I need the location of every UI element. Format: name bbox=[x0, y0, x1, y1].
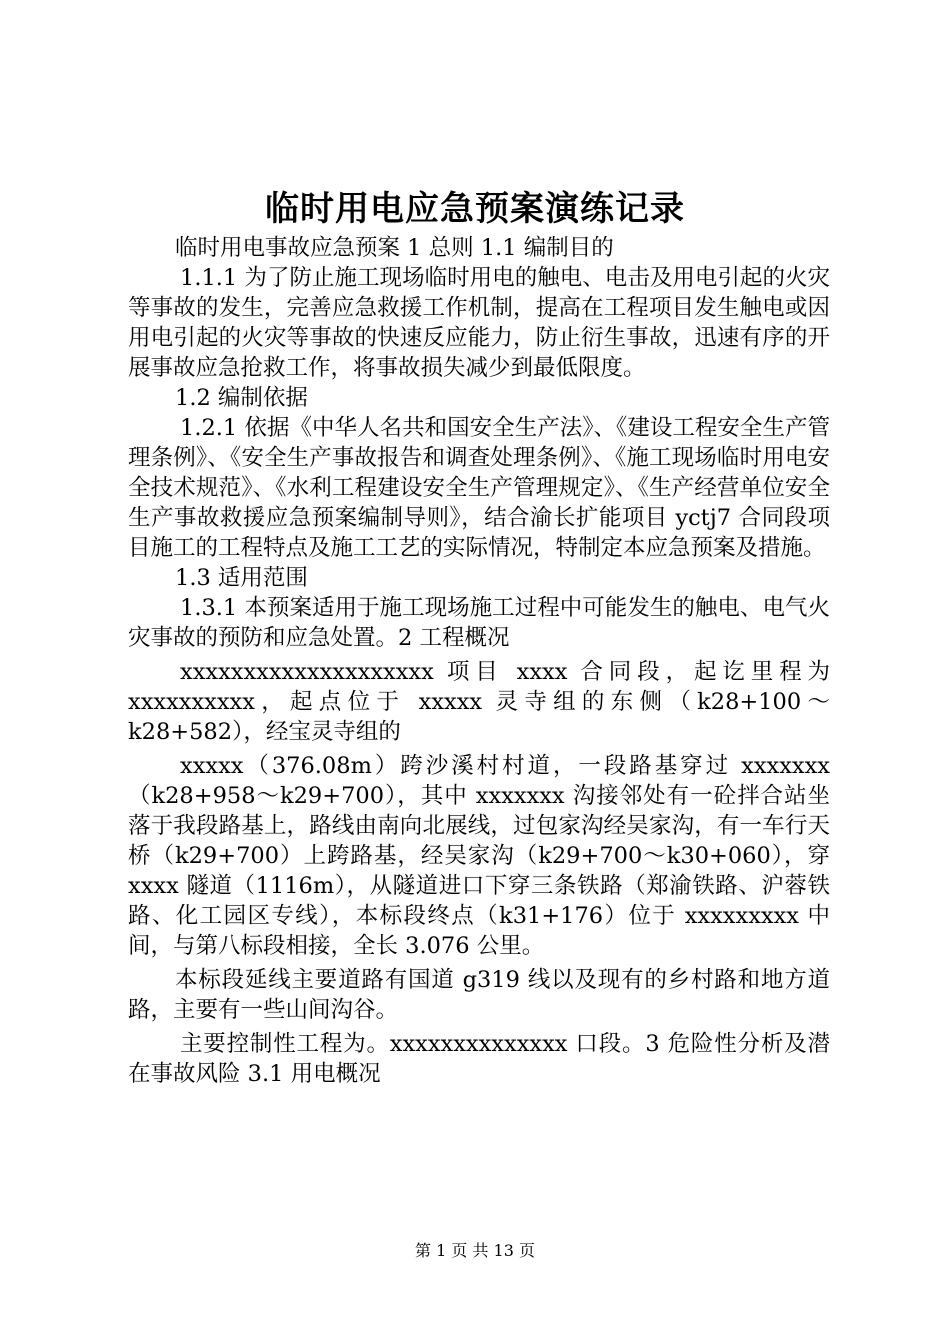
paragraph-1-1-1: 1.1.1 为了防止施工现场临时用电的触电、电击及用电引起的火灾等事故的发生，完善应急救援工作机制，提高在工程项目发生触电或因用电引起的火灾等事故的快速反应能力，防止衍生事故，迅速有序的开展事故应急抢救工作，将事故损失减少到最低限度。 bbox=[128, 265, 830, 381]
paragraph-1-3-heading: 1.3 适用范围 bbox=[175, 565, 308, 591]
paragraph-1-3-1: 1.3.1 本预案适用于施工现场施工过程中可能发生的触电、电气火灾事故的预防和应急处置。2 工程概况 bbox=[128, 595, 830, 651]
page-footer: 第 1 页 共 13 页 bbox=[415, 1241, 535, 1260]
paragraph-1-2-heading: 1.2 编制依据 bbox=[175, 385, 308, 411]
document-body bbox=[128, 233, 830, 1089]
document-title: 临时用电应急预案演练记录 bbox=[265, 189, 685, 229]
paragraph-project-overview: xxxxxxxxxxxxxxxxxxxx 项目 xxxx 合同段，起讫里程为 xxxxxxxxxx，起点位于 xxxxx 灵寺组的东侧（k28+100～k28+582），经宝灵寺组的 bbox=[128, 659, 830, 745]
paragraph-roads: 本标段延线主要道路有国道 g319 线以及现有的乡村路和地方道路，主要有一些山间沟谷。 bbox=[128, 967, 830, 1023]
paragraph-control-works: 主要控制性工程为。xxxxxxxxxxxxxx 口段。3 危险性分析及潜在事故风险 3.1 用电概况 bbox=[128, 1031, 830, 1087]
paragraph-intro: 临时用电事故应急预案 1 总则 1.1 编制目的 bbox=[175, 235, 614, 261]
paragraph-route-description: xxxxx（376.08m）跨沙溪村村道，一段路基穿过 xxxxxxx（k28+958～k29+700），其中 xxxxxxx 沟接邻处有一砼拌合站坐落于我段路基上，路线由南向北展线，过包家沟经吴家沟，有一车行天桥（k29+700）上跨路基，经吴家沟（k29+700～k30+060），穿 xxxx 隧道（1116m），从隧道进口下穿三条铁路（郑渝铁路、沪蓉铁路、化工园区专线），本标段终点（k31+176）位于 xxxxxxxxx 中间，与第八标段相接，全长 3.076 公里。 bbox=[128, 753, 830, 959]
paragraph-1-2-1: 1.2.1 依据《中华人名共和国安全生产法》、《建设工程安全生产管理条例》、《安全生产事故报告和调查处理条例》、《施工现场临时用电安全技术规范》、《水利工程建设安全生产管理规定》、《生产经营单位安全生产事故救援应急预案编制导则》，结合渝长扩能项目 yctj7 合同段项目施工的工程特点及施工工艺的实际情况，特制定本应急预案及措施。 bbox=[128, 415, 830, 561]
